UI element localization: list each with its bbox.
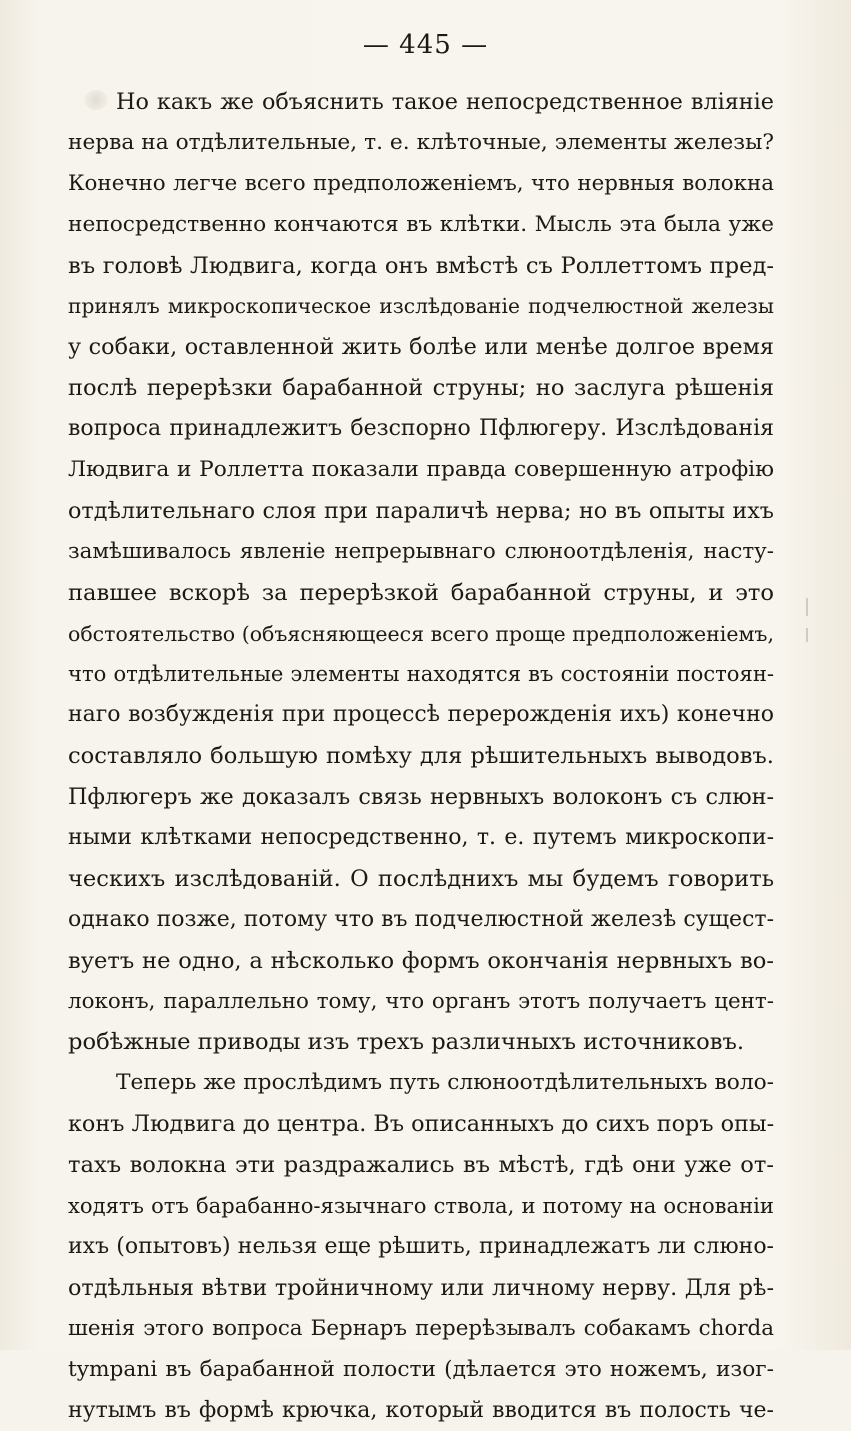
text-line: локонъ, параллельно тому, что органъ этотъ получаетъ цент- — [68, 982, 774, 1023]
text-line: обстоятельство (объясняющееся всего проще предположеніемъ, — [68, 614, 774, 655]
text-line: замѣшивалось явленіе непрерывнаго слюноотдѣленія, насту- — [68, 532, 774, 573]
text-line: павшее вскорѣ за перерѣзкой барабанной струны, и это — [68, 573, 774, 614]
text-line: однако позже, потому что въ подчелюстной железѣ сущест- — [68, 900, 774, 941]
text-line: ными клѣтками непосредственно, т. е. путемъ микроскопи- — [68, 818, 774, 859]
text-line: Теперь же прослѣдимъ путь слюноотдѣлительныхъ воло- — [68, 1063, 774, 1104]
text-line: тахъ волокна эти раздражались въ мѣстѣ, гдѣ они уже от- — [68, 1145, 774, 1186]
body-text — [68, 82, 774, 1431]
text-line: вуетъ не одно, а нѣсколько формъ окончанія нервныхъ во- — [68, 941, 774, 982]
text-line: tympani въ барабанной полости (дѣлается это ножемъ, изог- — [68, 1350, 774, 1391]
text-line: ходятъ отъ барабанно-язычнаго ствола, и потому на основаніи — [68, 1186, 774, 1227]
margin-mark — [806, 628, 808, 642]
text-line: ческихъ изслѣдованій. О послѣднихъ мы будемъ говорить — [68, 859, 774, 900]
text-line: отдѣлительнаго слоя при параличѣ нерва; но въ опыты ихъ — [68, 491, 774, 532]
text-line: Людвига и Роллетта показали правда совершенную атрофію — [68, 450, 774, 491]
text-line: Но какъ же объяснить такое непосредственное вліяніе — [68, 82, 774, 123]
text-line: вопроса принадлежитъ безспорно Пфлюгеру. Изслѣдованія — [68, 409, 774, 450]
margin-mark — [806, 598, 808, 616]
text-line: робѣжные приводы изъ трехъ различныхъ источниковъ. — [68, 1022, 774, 1063]
text-line: непосредственно кончаются въ клѣтки. Мысль эта была уже — [68, 205, 774, 246]
text-line: составляло большую помѣху для рѣшительныхъ выводовъ. — [68, 736, 774, 777]
text-line: послѣ перерѣзки барабанной струны; но заслуга рѣшенія — [68, 368, 774, 409]
text-line: наго возбужденія при процессѣ перерожденія ихъ) конечно — [68, 695, 774, 736]
text-line: въ головѣ Людвига, когда онъ вмѣстѣ съ Роллеттомъ пред- — [68, 246, 774, 287]
text-line: нутымъ въ формѣ крючка, который вводится въ полость че- — [68, 1391, 774, 1431]
text-line: Конечно легче всего предположеніемъ, что нервныя волокна — [68, 164, 774, 205]
text-line: Пфлюгеръ же доказалъ связь нервныхъ волоконъ съ слюн- — [68, 777, 774, 818]
text-line: что отдѣлительные элементы находятся въ состояніи постоян- — [68, 654, 774, 695]
text-line: отдѣльныя вѣтви тройничному или личному нерву. Для рѣ- — [68, 1268, 774, 1309]
text-line: принялъ микроскопическое изслѣдованіе подчелюстной железы — [68, 286, 774, 327]
text-line: нерва на отдѣлительные, т. е. клѣточные, элементы железы? — [68, 123, 774, 164]
page-number: — 445 — — [0, 30, 851, 60]
text-line: шенія этого вопроса Бернаръ перерѣзывалъ собакамъ chorda — [68, 1309, 774, 1350]
text-line: у собаки, оставленной жить болѣе или менѣе долгое время — [68, 327, 774, 368]
text-line: конъ Людвига до центра. Въ описанныхъ до сихъ поръ опы- — [68, 1104, 774, 1145]
text-line: ихъ (опытовъ) нельзя еще рѣшить, принадлежатъ ли слюно- — [68, 1227, 774, 1268]
